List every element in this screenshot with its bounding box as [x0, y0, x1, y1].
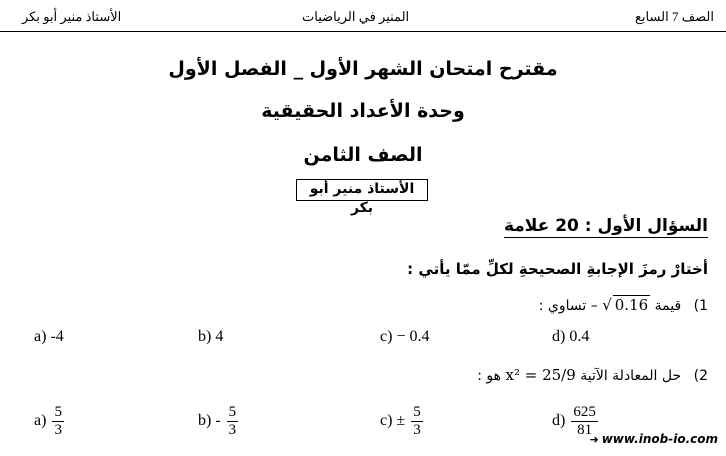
item-2-number: 2) — [693, 368, 708, 384]
option-value: -4 — [50, 328, 64, 345]
item-1-radicand: 0.16 — [614, 296, 649, 314]
teacher-name-box: الأستاذ منير أبو بكر — [296, 179, 428, 201]
item-1-prefix: قيمة — [654, 298, 682, 314]
item-1-option-b[interactable] — [198, 328, 223, 346]
option-fraction — [52, 404, 64, 439]
item-2-option-a[interactable] — [34, 404, 66, 439]
option-letter: c) ± — [380, 412, 406, 430]
item-1-suffix: – تساوي : — [538, 298, 598, 314]
option-letter: d) — [552, 328, 566, 345]
option-value: 4 — [215, 328, 224, 345]
option-letter: b) - — [198, 412, 221, 430]
item-2-equation: x² = 25/9 — [505, 366, 576, 384]
item-1-option-a[interactable] — [34, 328, 64, 346]
item-2-option-c[interactable] — [380, 404, 425, 439]
option-fraction — [227, 404, 239, 439]
exam-title: مقترح امتحان الشهر الأول _ الفصل الأول — [168, 58, 558, 80]
option-letter: d) — [552, 412, 566, 430]
item-1-option-d[interactable] — [552, 328, 589, 346]
fraction-denominator: 3 — [228, 422, 237, 438]
item-2-option-b[interactable] — [198, 404, 240, 439]
arrow-icon: ➜ — [589, 433, 599, 446]
option-letter: a) — [34, 328, 47, 345]
item-1-sqrt: √ 0.16 — [602, 296, 649, 314]
header-teacher: الأستاذ منير أبو بكر — [22, 9, 122, 24]
option-value: 0.4 — [569, 328, 590, 345]
fraction-denominator: 81 — [577, 422, 593, 438]
question-instruction: أختارْ رمزَ الإجابةِ الصحيحةِ لكلِّ ممّا يأتي : — [407, 260, 708, 278]
unit-title: وحدة الأعداد الحقيقية — [261, 100, 465, 122]
fraction-denominator: 3 — [54, 422, 62, 438]
item-2-suffix: هو : — [477, 368, 502, 384]
item-1-option-c[interactable] — [380, 328, 429, 346]
fraction-denominator: 3 — [413, 422, 421, 438]
item-1-number: 1) — [693, 298, 708, 314]
watermark-text: www.inob-io.com — [601, 432, 718, 446]
option-value: − 0.4 — [396, 328, 430, 345]
page-header — [0, 0, 726, 32]
question-heading: السؤال الأول : 20 علامة — [503, 216, 708, 236]
site-watermark — [589, 432, 718, 446]
fraction-numerator: 5 — [413, 404, 421, 420]
option-letter: a) — [34, 412, 47, 430]
grade-title: الصف الثامن — [303, 144, 423, 166]
fraction-numerator: 5 — [228, 404, 237, 420]
fraction-numerator: 625 — [573, 404, 596, 420]
option-fraction — [411, 404, 423, 439]
item-2-stem — [477, 366, 708, 384]
header-subject: المنير في الرياضيات — [302, 9, 410, 24]
header-grade: الصف 7 السابع — [635, 9, 714, 24]
item-2-text: حل المعادلة الآتية — [580, 368, 682, 384]
fraction-numerator: 5 — [54, 404, 62, 420]
option-letter: c) — [380, 328, 393, 345]
item-1-stem — [539, 295, 708, 314]
option-letter: b) — [198, 328, 212, 345]
